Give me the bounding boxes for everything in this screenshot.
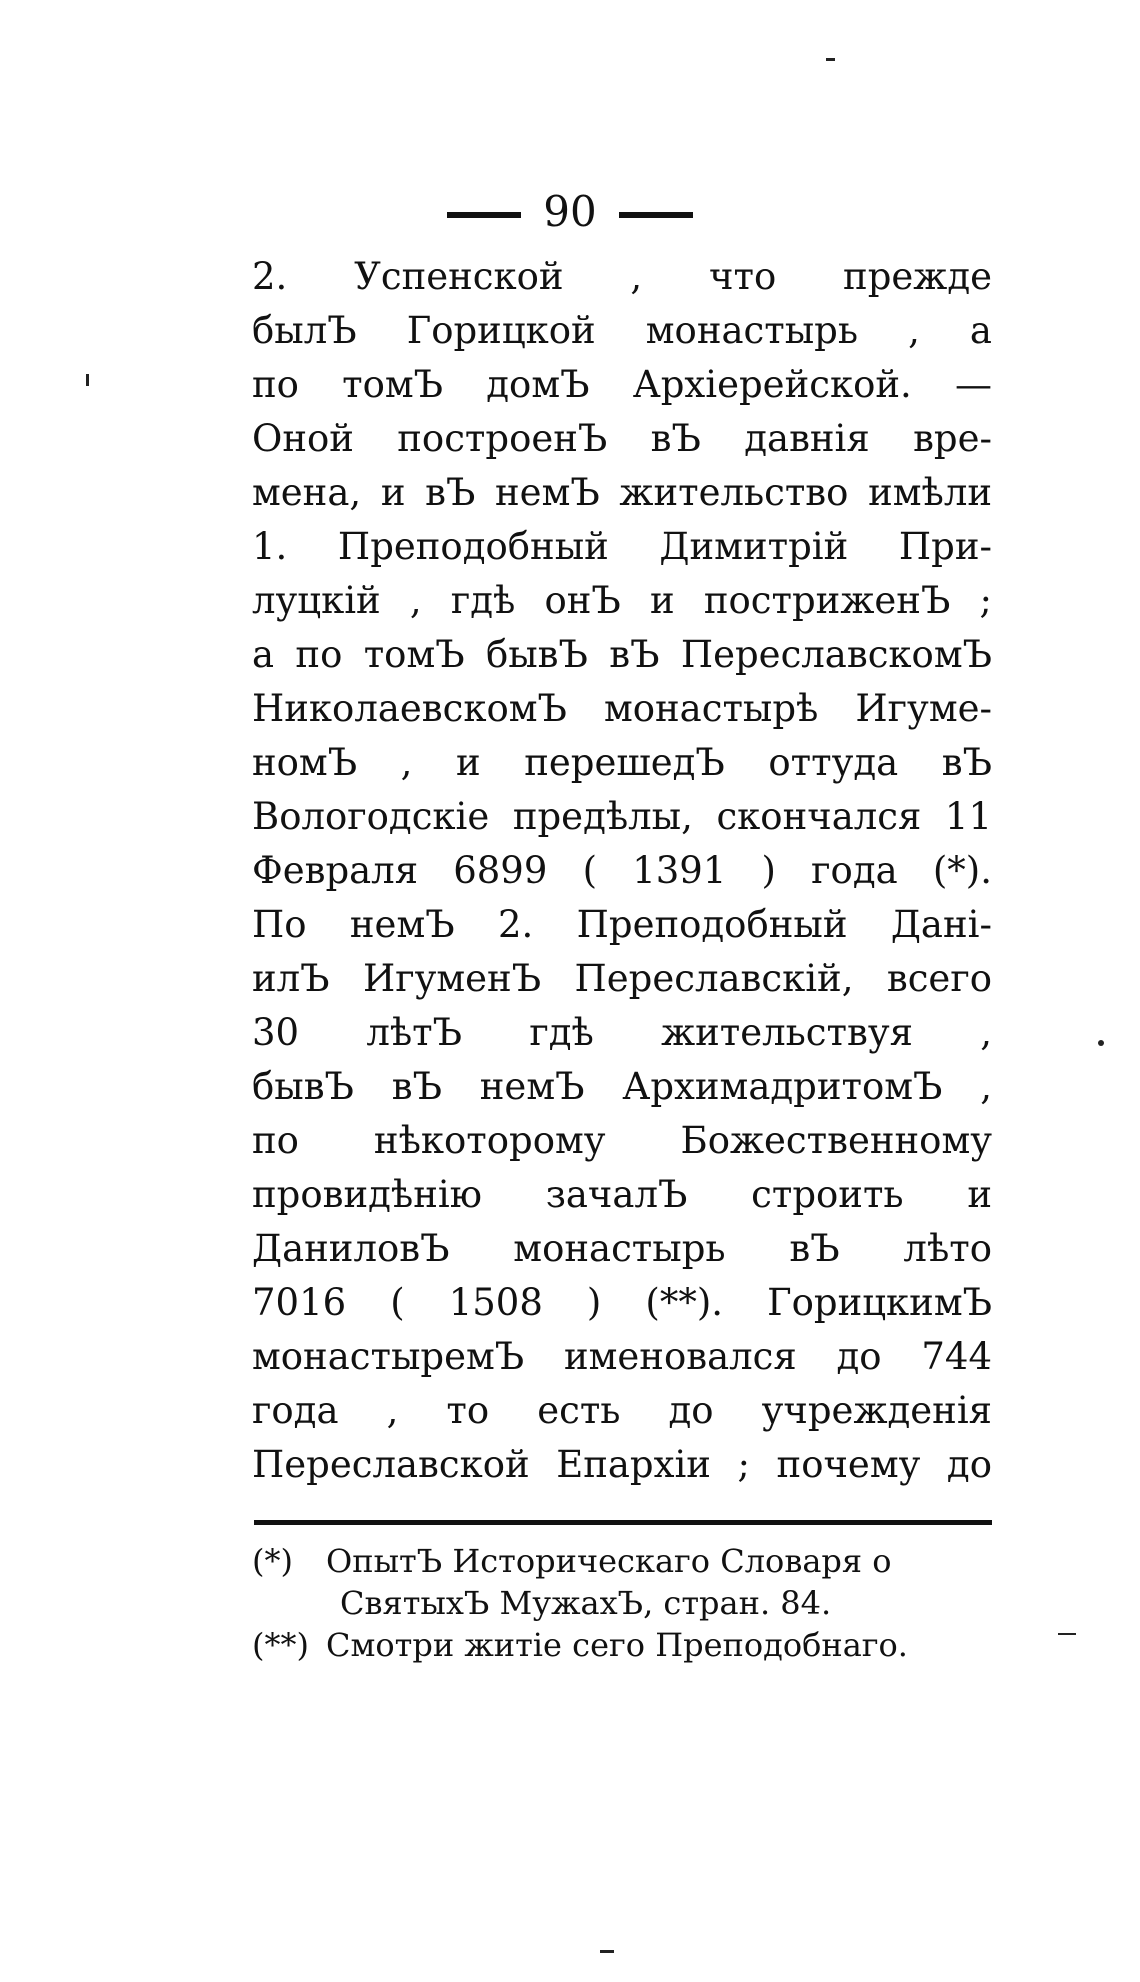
text-line: былЪ Горицкой монастырь , а	[252, 309, 992, 352]
main-text	[252, 250, 992, 1492]
text-line: года , то есть до учрежденія	[252, 1389, 992, 1432]
text-line: НиколаевскомЪ монастырѣ Игуме-	[252, 687, 992, 730]
page-header	[0, 186, 1140, 238]
text-line: ДаниловЪ монастырь вЪ лѣто	[252, 1227, 992, 1270]
footnotes	[252, 1540, 992, 1666]
page-number: 90	[543, 187, 597, 236]
footnote-text: Смотри житіе сего Преподобнаго.	[326, 1626, 908, 1664]
footnote-text: СвятыхЪ МужахЪ, стран. 84.	[340, 1584, 832, 1622]
text-line: бывЪ вЪ немЪ АрхимадритомЪ ,	[252, 1065, 992, 1108]
text-line: 30 лѣтЪ гдѣ жительствуя ,	[252, 1011, 992, 1054]
footnote-mark: (**)	[252, 1626, 309, 1664]
text-line: Вологодскіе предѣлы, скончался 11	[252, 795, 992, 838]
text-line: а по томЪ бывЪ вЪ ПереславскомЪ	[252, 633, 992, 676]
text-line: Оной построенЪ вЪ давнія вре-	[252, 417, 992, 460]
text-line: 1. Преподобный Димитрій При-	[252, 525, 992, 568]
text-line: мена, и вЪ немЪ жительство имѣли	[252, 471, 992, 514]
text-line: провидѣнію зачалЪ строить и	[252, 1173, 992, 1216]
text-line: Февраля 6899 ( 1391 ) года (*).	[252, 849, 992, 892]
footnote-mark: (*)	[252, 1542, 293, 1580]
text-line: илЪ ИгуменЪ Переславскій, всего	[252, 957, 992, 1000]
text-line: Переславской Епархіи ; почему до	[252, 1443, 992, 1486]
header-dash-right	[619, 212, 693, 218]
text-line: номЪ , и перешедЪ оттуда вЪ	[252, 741, 992, 784]
speck	[1058, 1633, 1076, 1635]
header-dash-left	[447, 212, 521, 218]
speck	[600, 1950, 614, 1953]
footnote-text: ОпытЪ Историческаго Словаря о	[326, 1542, 892, 1580]
text-line: луцкій , гдѣ онЪ и постриженЪ ;	[252, 579, 992, 622]
text-line: по томЪ домЪ Архіерейской. —	[252, 363, 992, 406]
footnote-continuation	[252, 1582, 992, 1624]
text-line: 7016 ( 1508 ) (**). ГорицкимЪ	[252, 1281, 992, 1324]
text-line: монастыремЪ именовался до 744	[252, 1335, 992, 1378]
footnote-rule	[254, 1520, 992, 1525]
speck	[1098, 1040, 1104, 1046]
text-line: По немЪ 2. Преподобный Дані-	[252, 903, 992, 946]
text-line: по нѣкоторому Божественному	[252, 1119, 992, 1162]
speck	[86, 374, 89, 386]
text-line: 2. Успенской , что прежде	[252, 255, 992, 298]
footnote	[252, 1540, 992, 1582]
speck	[826, 58, 835, 61]
footnote	[252, 1624, 992, 1666]
